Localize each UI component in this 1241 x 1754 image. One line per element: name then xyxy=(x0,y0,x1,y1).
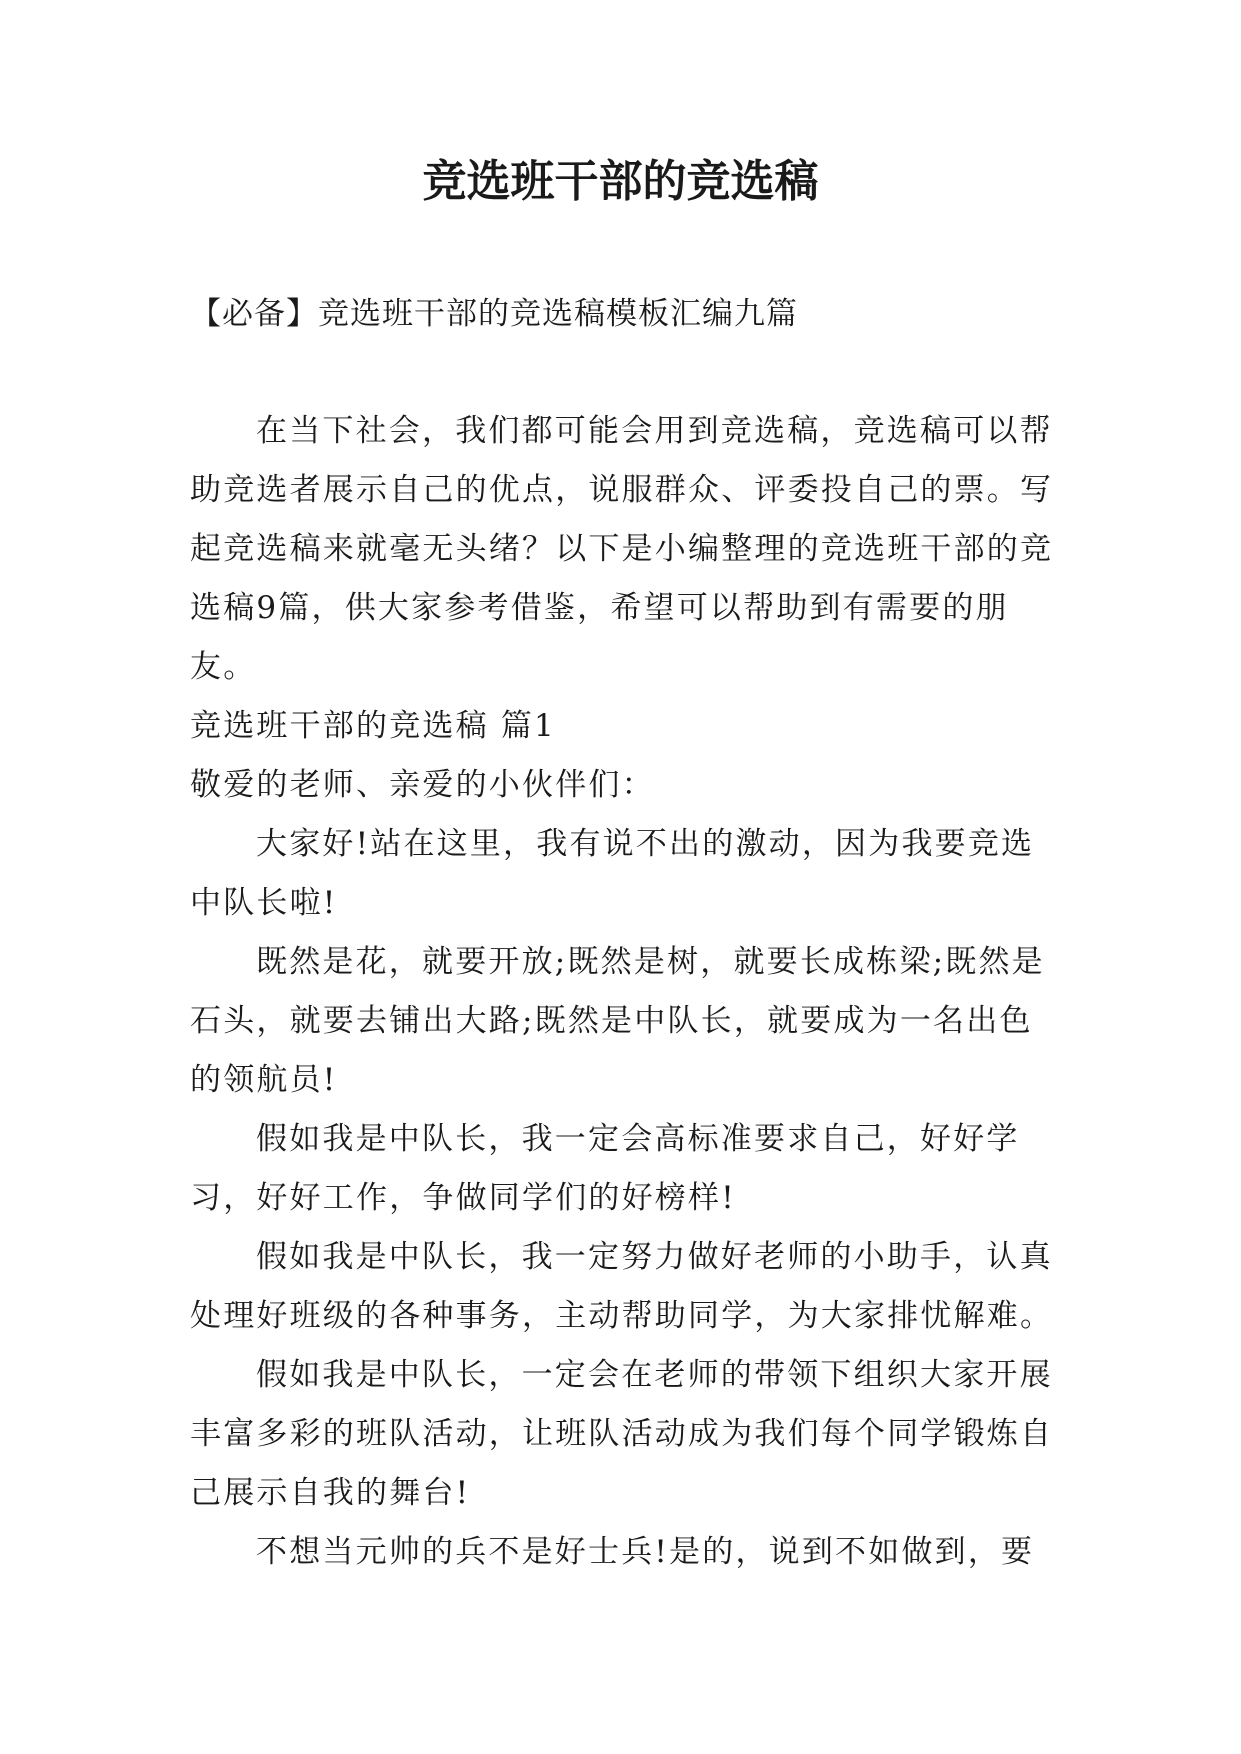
document-title: 竞选班干部的竞选稿 xyxy=(422,156,819,207)
section-heading: 竞选班干部的竞选稿 篇1 xyxy=(190,708,556,744)
body-paragraph: 假如我是中队长，我一定会高标准要求自己，好好学习，好好工作，争做同学们的好榜样! xyxy=(190,1121,1020,1216)
body-paragraph: 大家好!站在这里，我有说不出的激动，因为我要竞选中队长啦! xyxy=(190,826,1035,921)
document-body xyxy=(190,402,1060,1582)
body-paragraph: 假如我是中队长，我一定努力做好老师的小助手，认真处理好班级的各种事务，主动帮助同学，为大家排忧解难。 xyxy=(190,1239,1054,1334)
body-paragraph: 不想当元帅的兵不是好士兵!是的，说到不如做到，要 xyxy=(256,1534,1035,1570)
body-paragraph: 既然是花，就要开放;既然是树，就要长成栋梁;既然是石头，就要去铺出大路;既然是中队长，就要成为一名出色的领航员! xyxy=(190,944,1045,1098)
body-paragraph: 假如我是中队长，一定会在老师的带领下组织大家开展丰富多彩的班队活动，让班队活动成为我们每个同学锻炼自己展示自我的舞台! xyxy=(190,1357,1054,1511)
document-subtitle: 【必备】竞选班干部的竞选稿模板汇编九篇 xyxy=(190,296,798,332)
salutation: 敬爱的老师、亲爱的小伙伴们： xyxy=(190,767,655,803)
intro-paragraph: 在当下社会，我们都可能会用到竞选稿，竞选稿可以帮助竞选者展示自己的优点，说服群众、评委投自己的票。写起竞选稿来就毫无头绪？以下是小编整理的竞选班干部的竞选稿9篇，供大家参考借鉴，希望可以帮助到有需要的朋友。 xyxy=(190,413,1054,685)
